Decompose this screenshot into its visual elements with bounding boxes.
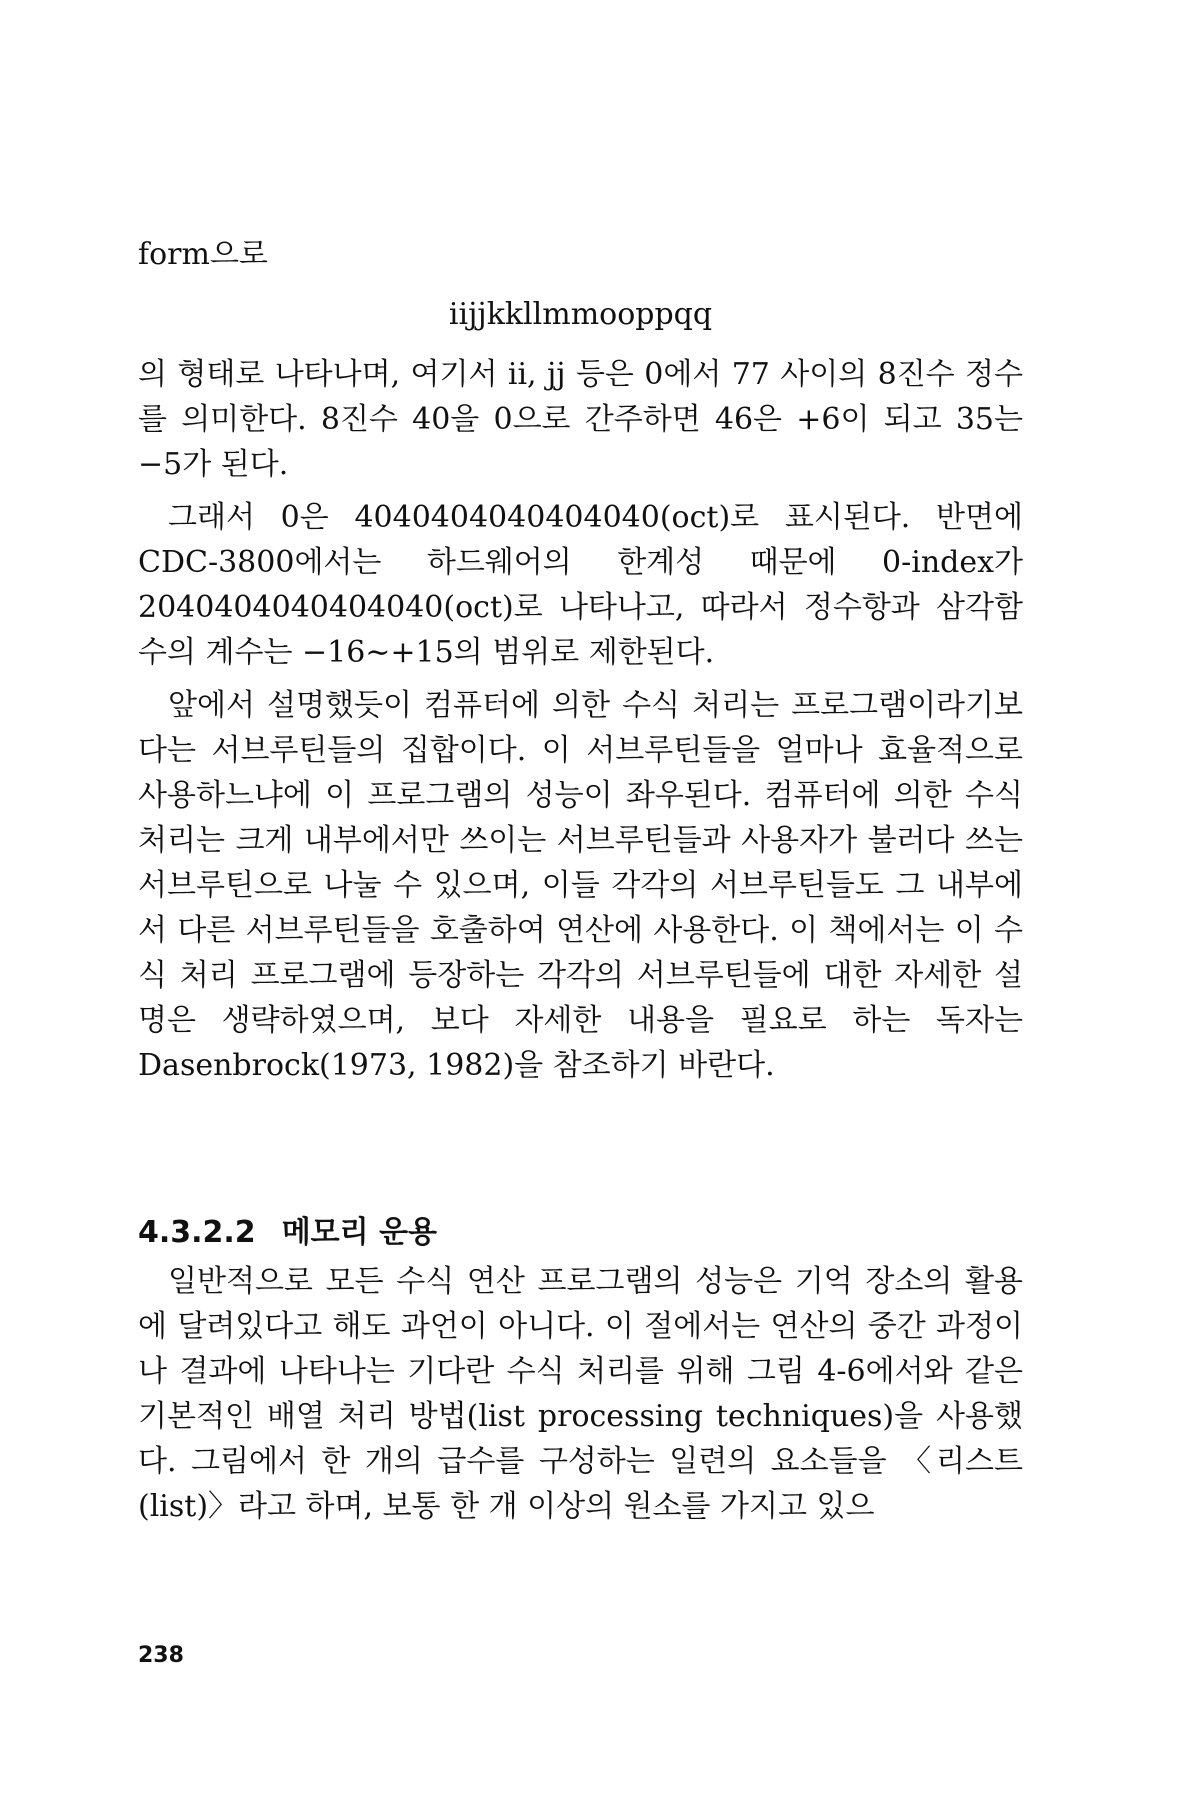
section-heading: [138, 1210, 1023, 1255]
page-number: 238: [138, 1643, 184, 1668]
section-paragraph: 일반적으로 모든 수식 연산 프로그램의 성능은 기억 장소의 활용에 달려있다고 해도 과언이 아니다. 이 절에서는 연산의 중간 과정이나 결과에 나타나는 기다란 수식 처리를 위해 그림 4-6에서와 같은 기본적인 배열 처리 방법(list processing techniques)을 사용했다. 그림에서 한 개의 급수를 구성하는 일련의 요소들을 〈리스트(list)〉라고 하며, 보통 한 개 이상의 원소를 가지고 있으: [138, 1264, 1023, 1524]
lead-line: form으로: [138, 237, 268, 272]
section-number: 4.3.2.2: [138, 1215, 256, 1250]
paragraph-2: 그래서 0은 4040404040404040(oct)로 표시된다. 반면에 CDC-3800에서는 하드웨어의 한계성 때문에 0-index가 2040404040404040(oct)로 나타나고, 따라서 정수항과 삼각함수의 계수는 −16∼+15의 범위로 제한된다.: [138, 500, 1023, 670]
centered-line-block: [138, 292, 1023, 337]
section-title: 메모리 운용: [281, 1215, 438, 1250]
paragraph-1: 의 형태로 나타나며, 여기서 ii, jj 등은 0에서 77 사이의 8진수 정수를 의미한다. 8진수 40을 0으로 간주하면 46은 +6이 되고 35는 −5가 된다.: [138, 357, 1023, 482]
body-text: [138, 352, 1023, 1088]
paragraph-3: 앞에서 설명했듯이 컴퓨터에 의한 수식 처리는 프로그램이라기보다는 서브루틴들의 집합이다. 이 서브루틴들을 얼마나 효율적으로 사용하느냐에 이 프로그램의 성능이 좌우된다. 컴퓨터에 의한 수식 처리는 크게 내부에서만 쓰이는 서브루틴들과 사용자가 불러다 쓰는 서브루틴으로 나눌 수 있으며, 이들 각각의 서브루틴들도 그 내부에서 다른 서브루틴들을 호출하여 연산에 사용한다. 이 책에서는 이 수식 처리 프로그램에 등장하는 각각의 서브루틴들에 대한 자세한 설명은 생략하였으며, 보다 자세한 내용을 필요로 하는 독자는 Dasenbrock(1973, 1982)을 참조하기 바란다.: [138, 688, 1023, 1083]
lead-line-block: [138, 232, 1023, 277]
sequence-line: iijjkkllmmooppqq: [448, 297, 713, 332]
section-block: [138, 1210, 1023, 1529]
